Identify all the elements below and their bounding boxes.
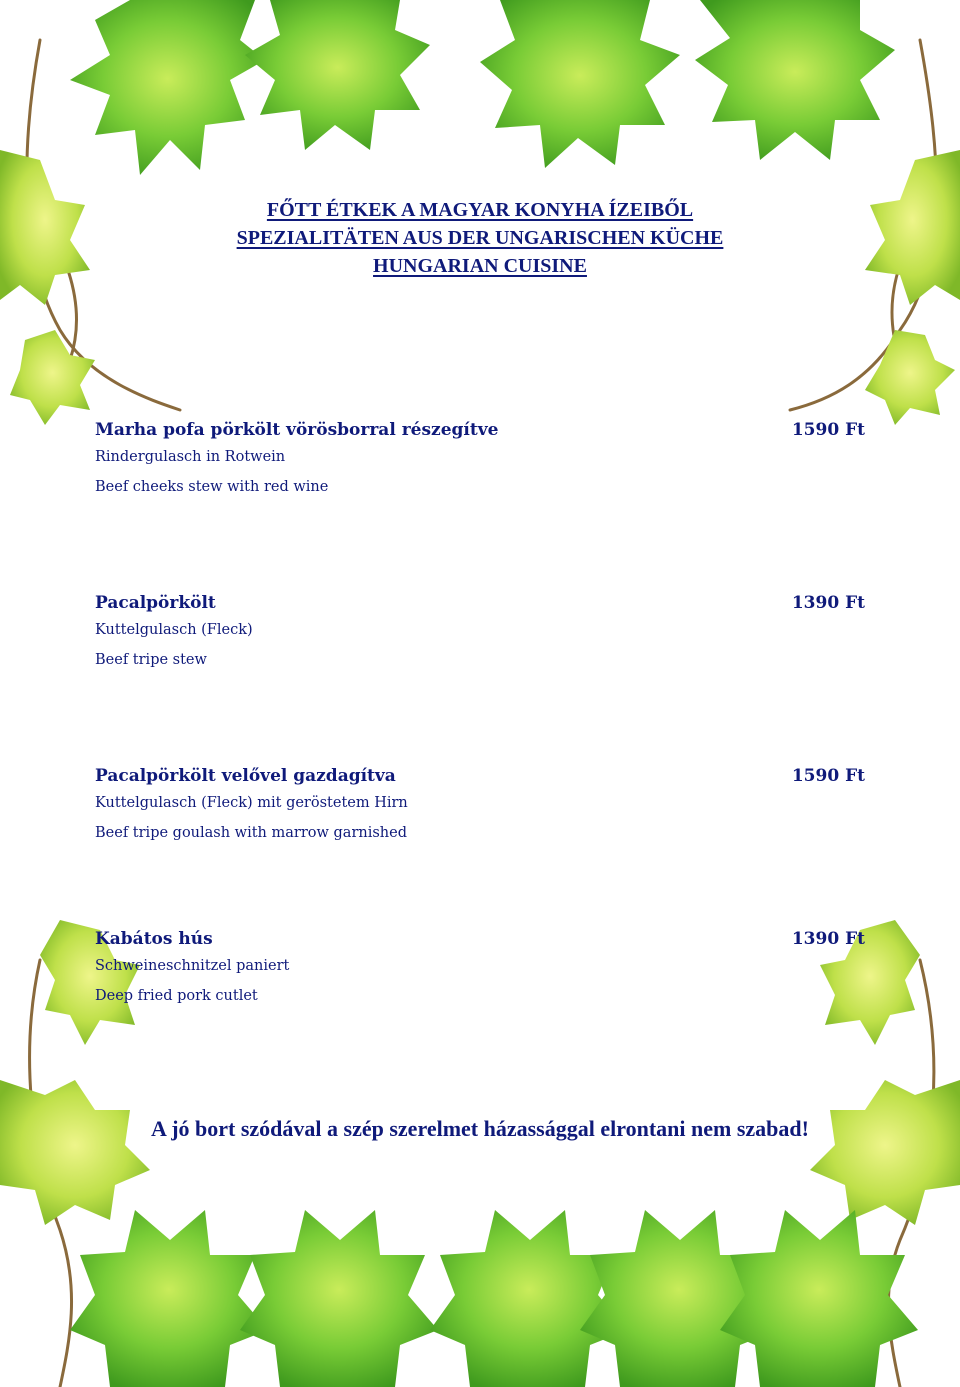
item-german: Kuttelgulasch (Fleck) — [95, 622, 253, 638]
item-english: Beef tripe goulash with marrow garnished — [95, 825, 407, 841]
item-name: Pacalpörkölt — [95, 593, 216, 613]
header-german: SPEZIALITÄTEN AUS DER UNGARISCHEN KÜCHE — [236, 227, 724, 249]
menu-item — [95, 927, 865, 1011]
menu-header — [0, 196, 960, 280]
item-price: 1390 Ft — [791, 593, 865, 613]
item-german: Kuttelgulasch (Fleck) mit geröstetem Hirn — [95, 795, 408, 811]
item-price: 1590 Ft — [791, 420, 865, 440]
menu-item — [95, 418, 865, 502]
item-english: Deep fried pork cutlet — [95, 988, 258, 1004]
menu-item — [95, 591, 865, 675]
item-price: 1590 Ft — [791, 766, 865, 786]
item-name: Marha pofa pörkölt vörösborral részegítve — [95, 420, 499, 440]
item-german: Rindergulasch in Rotwein — [95, 449, 286, 465]
item-english: Beef cheeks stew with red wine — [95, 479, 329, 495]
item-german: Schweineschnitzel paniert — [95, 958, 290, 974]
header-english: HUNGARIAN CUISINE — [373, 255, 587, 277]
item-name: Kabátos hús — [95, 929, 213, 949]
header-hungarian: FŐTT ÉTKEK A MAGYAR KONYHA ÍZEIBŐL — [266, 199, 694, 221]
item-english: Beef tripe stew — [95, 652, 207, 668]
item-name: Pacalpörkölt velővel gazdagítva — [95, 766, 396, 786]
item-price: 1390 Ft — [791, 929, 865, 949]
menu-item — [95, 764, 865, 848]
footer-motto: A jó bort szódával a szép szerelmet házassággal elrontani nem szabad! — [151, 1116, 809, 1141]
